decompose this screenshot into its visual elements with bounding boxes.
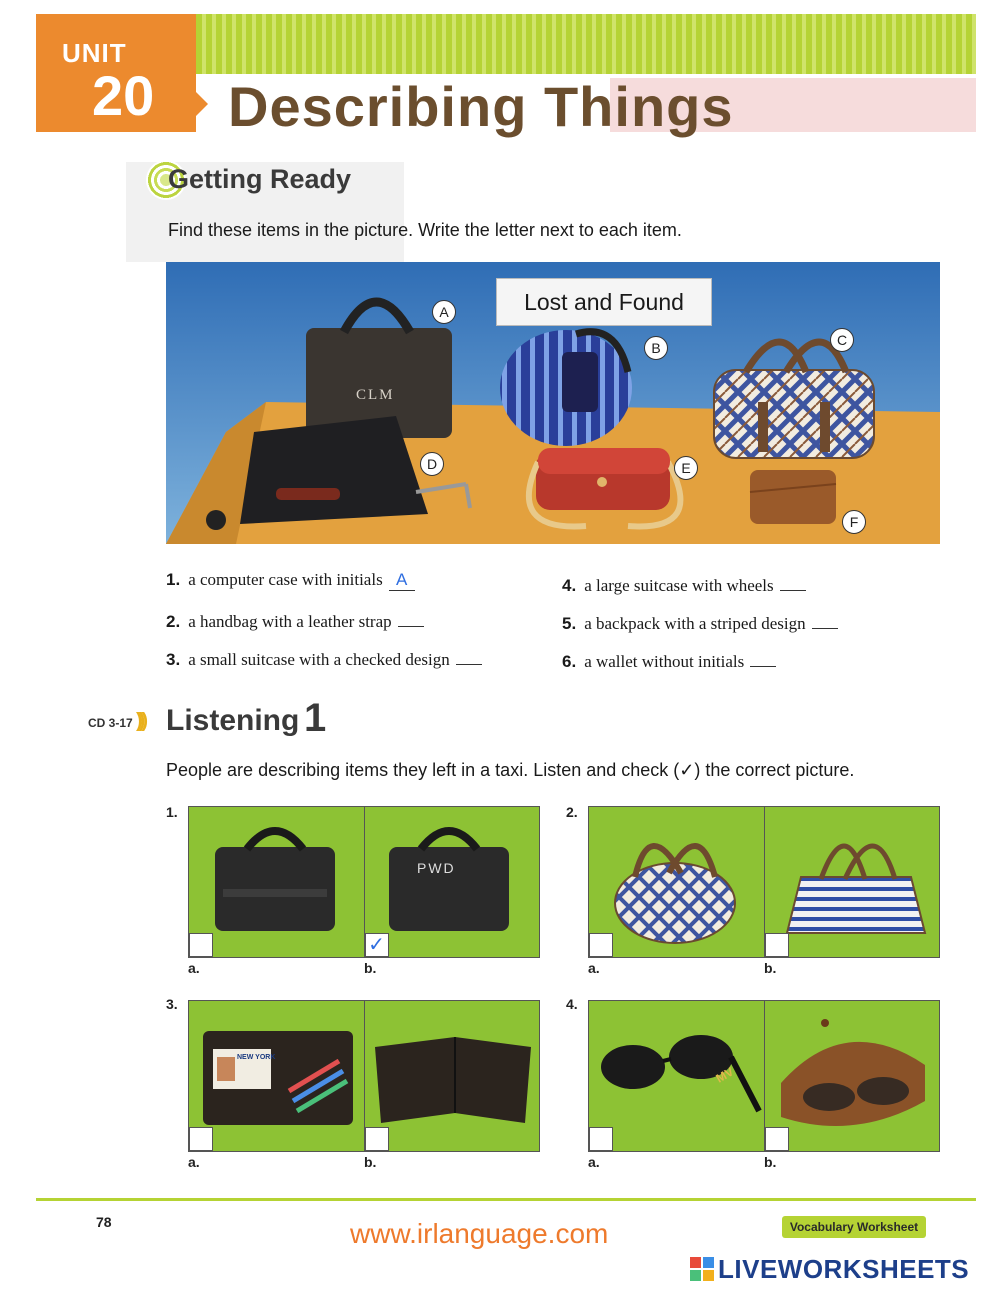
closed-wallet-image (365, 1001, 539, 1151)
list-item (166, 570, 415, 591)
footer-rule (36, 1198, 976, 1201)
picture-letter-f: F (842, 510, 866, 534)
plaid-bag-image (589, 807, 763, 957)
question-number: 4. (566, 996, 578, 1012)
answer-blank[interactable] (456, 646, 482, 665)
list-item (166, 646, 482, 670)
question-number: 1. (166, 804, 178, 820)
question-4-panel (588, 1000, 940, 1152)
section-number-listening: 1 (304, 696, 327, 740)
section-title-listening: Listening (166, 704, 300, 737)
badge-chevron (196, 92, 208, 116)
item-number: 3. (166, 650, 181, 669)
item-number: 5. (562, 614, 577, 633)
option-b (365, 1001, 540, 1151)
option-b (365, 807, 540, 957)
section-title-getting-ready: Getting Ready (168, 164, 352, 194)
unit-label: UNIT (62, 38, 127, 68)
list-item (562, 572, 806, 596)
liveworksheets-brand: LIVEWORKSHEETS (718, 1253, 970, 1284)
laptop-bag-initials-image (365, 807, 539, 957)
item-text: a handbag with a leather strap (188, 612, 392, 631)
item-text: a small suitcase with a checked design (188, 650, 450, 669)
option-a (189, 807, 365, 957)
option-label-b: b. (364, 1154, 377, 1170)
header-stripes (196, 14, 976, 74)
item-text: a backpack with a striped design (584, 614, 806, 633)
list-item (562, 648, 776, 672)
question-1-panel (188, 806, 540, 958)
question-number: 2. (566, 804, 578, 820)
page-number: 78 (96, 1214, 112, 1230)
picture-letter-e: E (674, 456, 698, 480)
option-a (589, 1001, 765, 1151)
picture-letter-d: D (420, 452, 444, 476)
question-2-panel (588, 806, 940, 958)
answer-blank[interactable]: A (389, 572, 415, 591)
item-number: 2. (166, 612, 181, 631)
bag-initials: PWD (416, 860, 456, 876)
answer-blank[interactable] (398, 608, 424, 627)
vocabulary-worksheet-tag: Vocabulary Worksheet (782, 1216, 926, 1238)
checkbox-2b[interactable] (765, 933, 789, 957)
answer-blank[interactable] (812, 610, 838, 629)
id-card-text: NEW YORK (237, 1054, 276, 1061)
item-number: 6. (562, 652, 577, 671)
picture-letter-a: A (432, 300, 456, 324)
question-number: 3. (166, 996, 178, 1012)
option-label-b: b. (364, 960, 377, 976)
list-item (166, 608, 424, 632)
striped-bag-image (765, 807, 939, 957)
option-label-a: a. (588, 1154, 600, 1170)
item-text: a wallet without initials (584, 652, 745, 671)
listening-instruction: People are describing items they left in a taxi. Listen and check (✓) the correct picture. (166, 760, 855, 780)
option-label-a: a. (188, 1154, 200, 1170)
picture-letter-b: B (644, 336, 668, 360)
sunglasses-image (589, 1001, 763, 1151)
option-b (765, 807, 940, 957)
cd-track-label: CD 3-17 (88, 716, 133, 730)
option-label-b: b. (764, 960, 777, 976)
lost-and-found-sign: Lost and Found (496, 278, 712, 326)
option-label-a: a. (588, 960, 600, 976)
item-text: a large suitcase with wheels (584, 576, 774, 595)
picture-letter-c: C (830, 328, 854, 352)
checkbox-4a[interactable] (589, 1127, 613, 1151)
item-text: a computer case with initials (188, 570, 383, 589)
page-title: Describing Things (228, 75, 734, 138)
answer-blank[interactable] (780, 572, 806, 591)
computer-case-initials: CLM (356, 387, 395, 403)
option-label-a: a. (188, 960, 200, 976)
unit-number: 20 (92, 64, 155, 127)
item-number: 1. (166, 570, 181, 589)
laptop-bag-image (189, 807, 363, 957)
checkbox-3b[interactable] (365, 1127, 389, 1151)
item-number: 4. (562, 576, 577, 595)
question-3-panel (188, 1000, 540, 1152)
sunglasses-initials: MV (713, 1064, 737, 1086)
option-b (765, 1001, 940, 1151)
wallet-image (750, 470, 836, 524)
list-item (562, 610, 838, 634)
backpack-image (500, 330, 632, 446)
liveworksheets-mark-icon (690, 1257, 714, 1281)
checkbox-2a[interactable] (589, 933, 613, 957)
glasses-case-image (765, 1001, 939, 1151)
option-a (589, 807, 765, 957)
answer-blank[interactable] (750, 648, 776, 667)
checkbox-4b[interactable] (765, 1127, 789, 1151)
getting-ready-instruction: Find these items in the picture. Write the letter next to each item. (168, 220, 682, 240)
website-url[interactable]: www.irlanguage.com (350, 1218, 609, 1249)
checkbox-1b[interactable]: ✓ (365, 933, 389, 957)
option-a (189, 1001, 365, 1151)
liveworksheets-logo (690, 1254, 969, 1284)
checkbox-1a[interactable] (189, 933, 213, 957)
checkbox-3a[interactable] (189, 1127, 213, 1151)
audio-waves-icon: ))) (136, 710, 144, 732)
open-wallet-image (189, 1001, 363, 1151)
option-label-b: b. (764, 1154, 777, 1170)
